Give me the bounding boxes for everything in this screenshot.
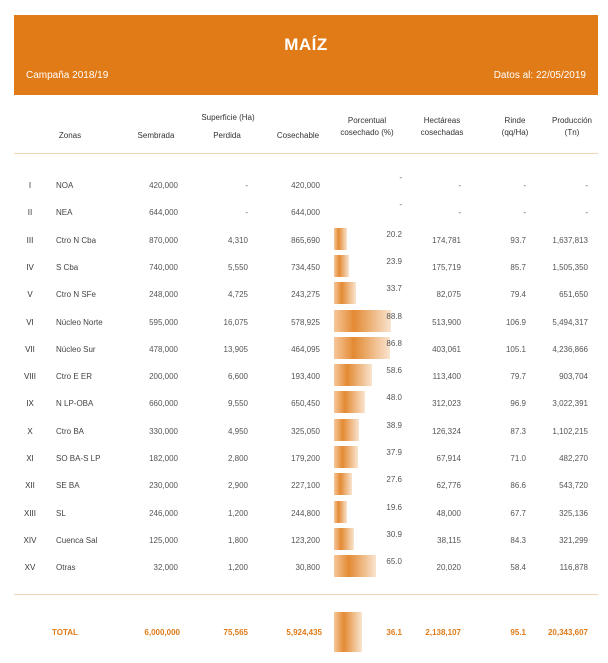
produccion-value: 482,270 bbox=[559, 454, 588, 463]
produccion-value: 116,878 bbox=[559, 563, 588, 572]
perdida-value: 1,200 bbox=[227, 563, 248, 572]
sembrada-value: 246,000 bbox=[149, 509, 178, 518]
row-number: I bbox=[28, 181, 32, 190]
produccion-value: 321,299 bbox=[559, 536, 588, 545]
pct-value: 27.6 bbox=[386, 475, 402, 484]
perdida-value: 5,550 bbox=[227, 263, 248, 272]
produccion-value: 543,720 bbox=[559, 481, 588, 490]
header-rinde-line1: Rinde bbox=[504, 116, 526, 125]
rinde-value: 93.7 bbox=[510, 236, 526, 245]
produccion-value: 651,650 bbox=[559, 290, 588, 299]
pct-bar bbox=[334, 528, 354, 550]
cosechable-value: 243,275 bbox=[291, 290, 320, 299]
hectareas-value: 312,023 bbox=[432, 399, 461, 408]
total-label: TOTAL bbox=[52, 628, 78, 637]
perdida-value: 2,800 bbox=[227, 454, 248, 463]
cosechable-value: 865,690 bbox=[291, 236, 320, 245]
header-hectareas-line1: Hectáreas bbox=[423, 116, 461, 125]
pct-value: 58.6 bbox=[386, 366, 402, 375]
produccion-value: 3,022,391 bbox=[552, 399, 588, 408]
pct-value: - bbox=[399, 200, 402, 209]
sembrada-value: 660,000 bbox=[149, 399, 178, 408]
row-number: VI bbox=[26, 318, 34, 327]
zone-name: Cuenca Sal bbox=[56, 536, 98, 545]
header-hectareas bbox=[410, 115, 474, 139]
zone-name: Ctro E ER bbox=[56, 372, 93, 381]
sembrada-value: 644,000 bbox=[149, 208, 178, 217]
cosechable-value: 650,450 bbox=[291, 399, 320, 408]
produccion-value: 1,637,813 bbox=[552, 236, 588, 245]
zone-name: SE BA bbox=[56, 481, 80, 490]
hectareas-value: 48,000 bbox=[436, 509, 461, 518]
zone-name: Otras bbox=[56, 563, 76, 572]
perdida-value: 6,600 bbox=[227, 372, 248, 381]
header-produccion-line1: Producción bbox=[551, 116, 593, 125]
hectareas-value: 82,075 bbox=[436, 290, 461, 299]
header-rinde bbox=[490, 115, 540, 139]
cosechable-value: 734,450 bbox=[291, 263, 320, 272]
zone-name: NEA bbox=[56, 208, 73, 217]
header-porcentual-line2: cosechado (%) bbox=[340, 128, 394, 137]
rinde-value: 79.7 bbox=[510, 372, 526, 381]
total-divider bbox=[14, 594, 598, 595]
sembrada-value: 32,000 bbox=[153, 563, 178, 572]
cosechable-value: 123,200 bbox=[291, 536, 320, 545]
pct-bar bbox=[334, 228, 347, 250]
header-hectareas-line2: cosechadas bbox=[420, 128, 464, 137]
total-perdida: 75,565 bbox=[223, 628, 248, 637]
cosechable-value: 193,400 bbox=[291, 372, 320, 381]
sembrada-value: 478,000 bbox=[149, 345, 178, 354]
header-rinde-line2: (qq/Ha) bbox=[501, 128, 529, 137]
sembrada-value: 230,000 bbox=[149, 481, 178, 490]
total-hectareas: 2,138,107 bbox=[425, 628, 461, 637]
zone-name: SL bbox=[56, 509, 66, 518]
perdida-value: 1,200 bbox=[227, 509, 248, 518]
zone-name: Núcleo Sur bbox=[56, 345, 96, 354]
produccion-value: - bbox=[585, 208, 588, 217]
pct-bar bbox=[334, 446, 358, 468]
produccion-value: 1,102,215 bbox=[552, 427, 588, 436]
pct-value: 38.9 bbox=[386, 421, 402, 430]
hectareas-value: 20,020 bbox=[436, 563, 461, 572]
header-cosechable: Cosechable bbox=[276, 131, 320, 140]
pct-value: 33.7 bbox=[386, 284, 402, 293]
pct-value: - bbox=[399, 173, 402, 182]
sembrada-value: 595,000 bbox=[149, 318, 178, 327]
pct-bar bbox=[334, 255, 349, 277]
sembrada-value: 420,000 bbox=[149, 181, 178, 190]
header-porcentual-line1: Porcentual bbox=[347, 116, 387, 125]
row-number: XV bbox=[24, 563, 36, 572]
sembrada-value: 248,000 bbox=[149, 290, 178, 299]
total-pct: 36.1 bbox=[386, 628, 402, 637]
cosechable-value: 464,095 bbox=[291, 345, 320, 354]
sembrada-value: 330,000 bbox=[149, 427, 178, 436]
cosechable-value: 644,000 bbox=[291, 208, 320, 217]
header-sembrada: Sembrada bbox=[137, 131, 175, 140]
pct-bar bbox=[334, 391, 365, 413]
header-zonas: Zonas bbox=[58, 131, 82, 140]
row-number: IX bbox=[26, 399, 34, 408]
cosechable-value: 179,200 bbox=[291, 454, 320, 463]
hectareas-value: 38,115 bbox=[437, 536, 461, 545]
hectareas-value: 67,914 bbox=[436, 454, 461, 463]
header-porcentual bbox=[330, 115, 404, 139]
rinde-value: 105.1 bbox=[505, 345, 526, 354]
rinde-value: 58.4 bbox=[510, 563, 526, 572]
total-pct-bar bbox=[334, 612, 362, 652]
cosechable-value: 227,100 bbox=[291, 481, 320, 490]
perdida-value: 16,075 bbox=[223, 318, 248, 327]
pct-value: 88.8 bbox=[386, 312, 402, 321]
perdida-value: 9,550 bbox=[227, 399, 248, 408]
row-number: IV bbox=[26, 263, 34, 272]
perdida-value: - bbox=[245, 181, 248, 190]
produccion-value: 903,704 bbox=[559, 372, 588, 381]
zone-name: Ctro N SFe bbox=[56, 290, 97, 299]
row-number: XIV bbox=[23, 536, 37, 545]
zone-name: Ctro BA bbox=[56, 427, 85, 436]
row-number: X bbox=[27, 427, 33, 436]
zone-name: SO BA-S LP bbox=[56, 454, 101, 463]
header-perdida: Perdida bbox=[213, 131, 241, 140]
row-number: V bbox=[27, 290, 33, 299]
pct-bar bbox=[334, 501, 347, 523]
total-cosechable: 5,924,435 bbox=[286, 628, 322, 637]
cosechable-value: 578,925 bbox=[291, 318, 320, 327]
produccion-value: 325,136 bbox=[559, 509, 588, 518]
hectareas-value: 403,061 bbox=[432, 345, 461, 354]
pct-bar bbox=[334, 473, 352, 495]
row-number: XI bbox=[26, 454, 34, 463]
rinde-value: - bbox=[523, 208, 526, 217]
perdida-value: 1,800 bbox=[227, 536, 248, 545]
rinde-value: 86.6 bbox=[510, 481, 526, 490]
sembrada-value: 182,000 bbox=[149, 454, 178, 463]
hectareas-value: 174,781 bbox=[432, 236, 461, 245]
page-title: MAÍZ bbox=[284, 35, 328, 54]
total-produccion: 20,343,607 bbox=[547, 628, 588, 637]
sembrada-value: 125,000 bbox=[149, 536, 178, 545]
pct-value: 23.9 bbox=[386, 257, 402, 266]
header-divider bbox=[14, 153, 598, 154]
zone-name: Ctro N Cba bbox=[56, 236, 97, 245]
row-number: XIII bbox=[23, 509, 36, 518]
hectareas-value: - bbox=[458, 208, 461, 217]
row-number: VIII bbox=[23, 372, 36, 381]
perdida-value: 4,725 bbox=[227, 290, 248, 299]
hectareas-value: 126,324 bbox=[432, 427, 461, 436]
pct-bar bbox=[334, 364, 372, 386]
hectareas-value: 175,719 bbox=[432, 263, 461, 272]
rinde-value: 84.3 bbox=[510, 536, 526, 545]
rinde-value: 79.4 bbox=[510, 290, 526, 299]
cosechable-value: 420,000 bbox=[291, 181, 320, 190]
title-banner bbox=[14, 15, 598, 95]
produccion-value: - bbox=[585, 181, 588, 190]
produccion-value: 4,236,866 bbox=[552, 345, 588, 354]
zone-name: N LP-OBA bbox=[56, 399, 94, 408]
pct-value: 20.2 bbox=[386, 230, 402, 239]
perdida-value: - bbox=[245, 208, 248, 217]
zone-name: Núcleo Norte bbox=[56, 318, 103, 327]
rinde-value: - bbox=[523, 181, 526, 190]
header-superficie: Superficie (Ha) bbox=[201, 113, 255, 122]
sembrada-value: 740,000 bbox=[149, 263, 178, 272]
pct-value: 37.9 bbox=[386, 448, 402, 457]
cosechable-value: 244,800 bbox=[291, 509, 320, 518]
pct-bar bbox=[334, 282, 356, 304]
pct-value: 86.8 bbox=[386, 339, 402, 348]
row-number: II bbox=[27, 208, 33, 217]
perdida-value: 4,950 bbox=[227, 427, 248, 436]
pct-value: 65.0 bbox=[386, 557, 402, 566]
zone-name: NOA bbox=[56, 181, 74, 190]
rinde-value: 71.0 bbox=[510, 454, 526, 463]
pct-bar bbox=[334, 419, 359, 441]
header-produccion-line2: (Tn) bbox=[564, 128, 580, 137]
rinde-value: 106.9 bbox=[505, 318, 526, 327]
total-rinde: 95.1 bbox=[510, 628, 526, 637]
produccion-value: 5,494,317 bbox=[552, 318, 588, 327]
cosechable-value: 325,050 bbox=[291, 427, 320, 436]
perdida-value: 2,900 bbox=[227, 481, 248, 490]
hectareas-value: 62,776 bbox=[436, 481, 461, 490]
hectareas-value: 513,900 bbox=[432, 318, 461, 327]
hectareas-value: 113,400 bbox=[432, 372, 461, 381]
pct-value: 30.9 bbox=[386, 530, 402, 539]
sembrada-value: 870,000 bbox=[149, 236, 178, 245]
rinde-value: 67.7 bbox=[510, 509, 526, 518]
perdida-value: 4,310 bbox=[227, 236, 248, 245]
row-number: III bbox=[26, 236, 34, 245]
campaign-label: Campaña 2018/19 bbox=[26, 70, 109, 81]
rinde-value: 85.7 bbox=[510, 263, 526, 272]
pct-value: 19.6 bbox=[386, 503, 402, 512]
pct-value: 48.0 bbox=[386, 393, 402, 402]
rinde-value: 87.3 bbox=[510, 427, 526, 436]
sembrada-value: 200,000 bbox=[149, 372, 178, 381]
date-label: Datos al: 22/05/2019 bbox=[493, 70, 586, 81]
header-produccion bbox=[544, 115, 600, 139]
perdida-value: 13,905 bbox=[223, 345, 248, 354]
rinde-value: 96.9 bbox=[510, 399, 526, 408]
total-sembrada: 6,000,000 bbox=[144, 628, 180, 637]
hectareas-value: - bbox=[458, 181, 461, 190]
row-number: VII bbox=[25, 345, 35, 354]
cosechable-value: 30,800 bbox=[295, 563, 320, 572]
produccion-value: 1,505,350 bbox=[552, 263, 588, 272]
zone-name: S Cba bbox=[56, 263, 79, 272]
row-number: XII bbox=[25, 481, 35, 490]
